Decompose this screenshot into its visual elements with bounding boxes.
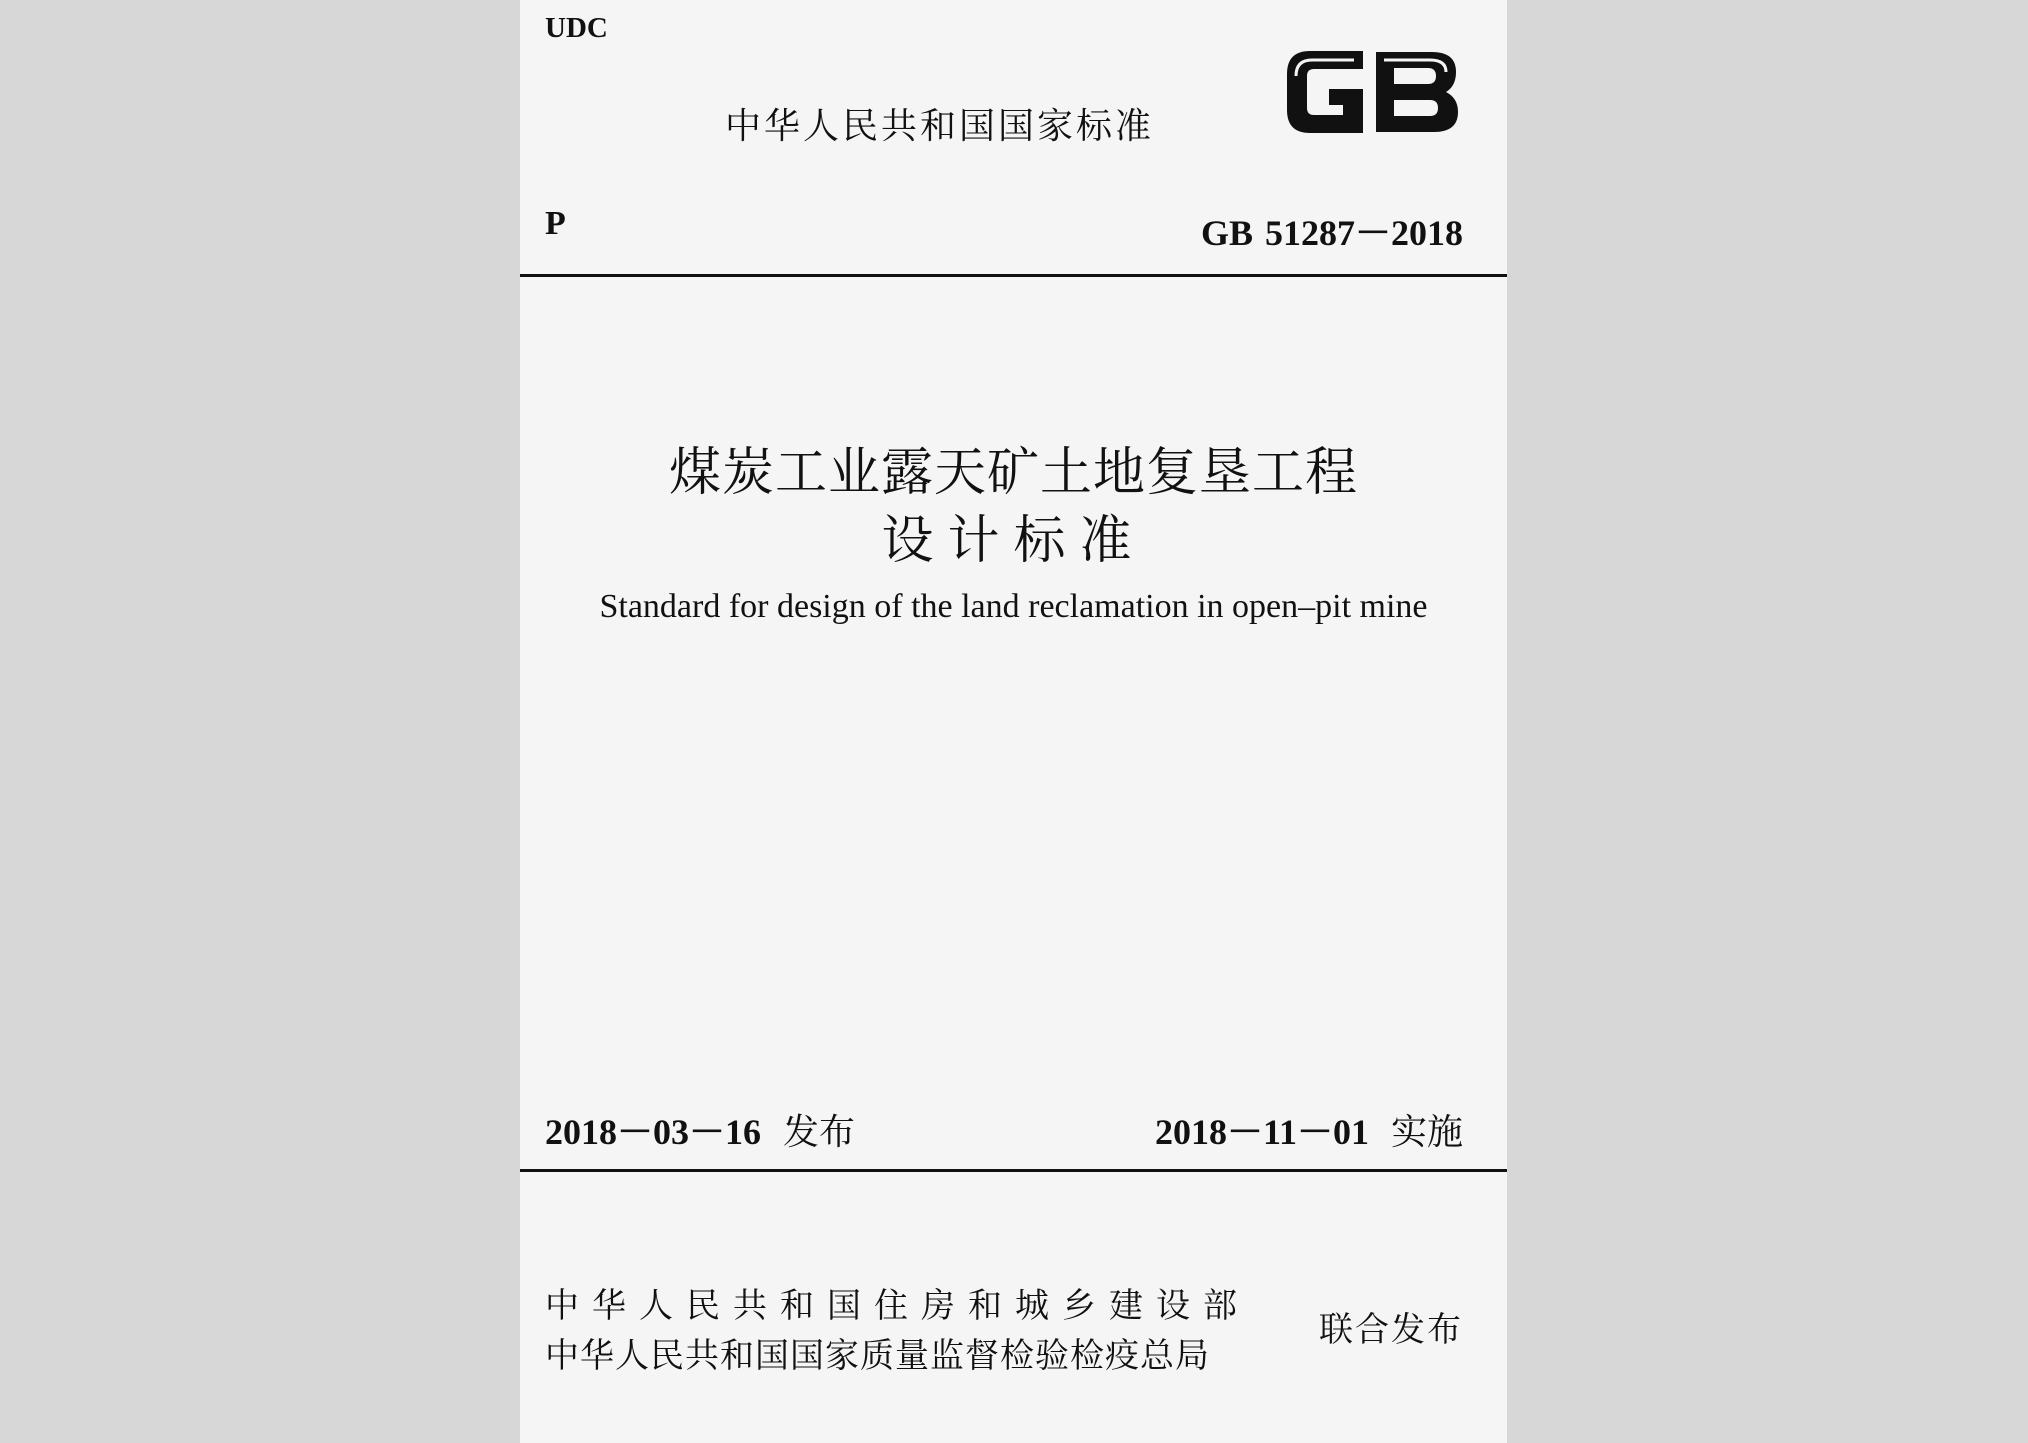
issue-verb: 发布 <box>783 1112 856 1153</box>
issuer-line2: 中华人民共和国国家质量监督检验检疫总局 <box>545 1336 1210 1376</box>
top-divider <box>520 274 1507 277</box>
gb-logo <box>1280 42 1466 142</box>
issue-date: 2018－03－16 <box>545 1112 762 1152</box>
title-zh-line2: 设计标准 <box>881 511 1146 571</box>
title-en: Standard for design of the land reclamation in open–pit mine <box>599 588 1428 625</box>
gb-logo-graphic <box>1280 42 1466 142</box>
title-zh-line1: 煤炭工业露天矿土地复垦工程 <box>668 443 1358 503</box>
national-standard-heading: 中华人民共和国国家标准 <box>725 106 1155 147</box>
bottom-divider <box>520 1169 1507 1172</box>
udc-label: UDC <box>545 12 608 44</box>
implement-verb: 实施 <box>1390 1112 1463 1153</box>
category-code: P <box>545 205 566 242</box>
standard-cover-page <box>520 0 1507 1443</box>
implement-date: 2018－11－01 <box>1154 1112 1369 1152</box>
issuer-line1: 中华人民共和国住房和城乡建设部 <box>545 1286 1250 1326</box>
implement-date-line <box>1155 1104 1463 1155</box>
standard-number: GB 51287－2018 <box>1200 213 1463 253</box>
joint-issue-label: 联合发布 <box>1319 1310 1463 1350</box>
issue-date-line <box>545 1104 855 1155</box>
